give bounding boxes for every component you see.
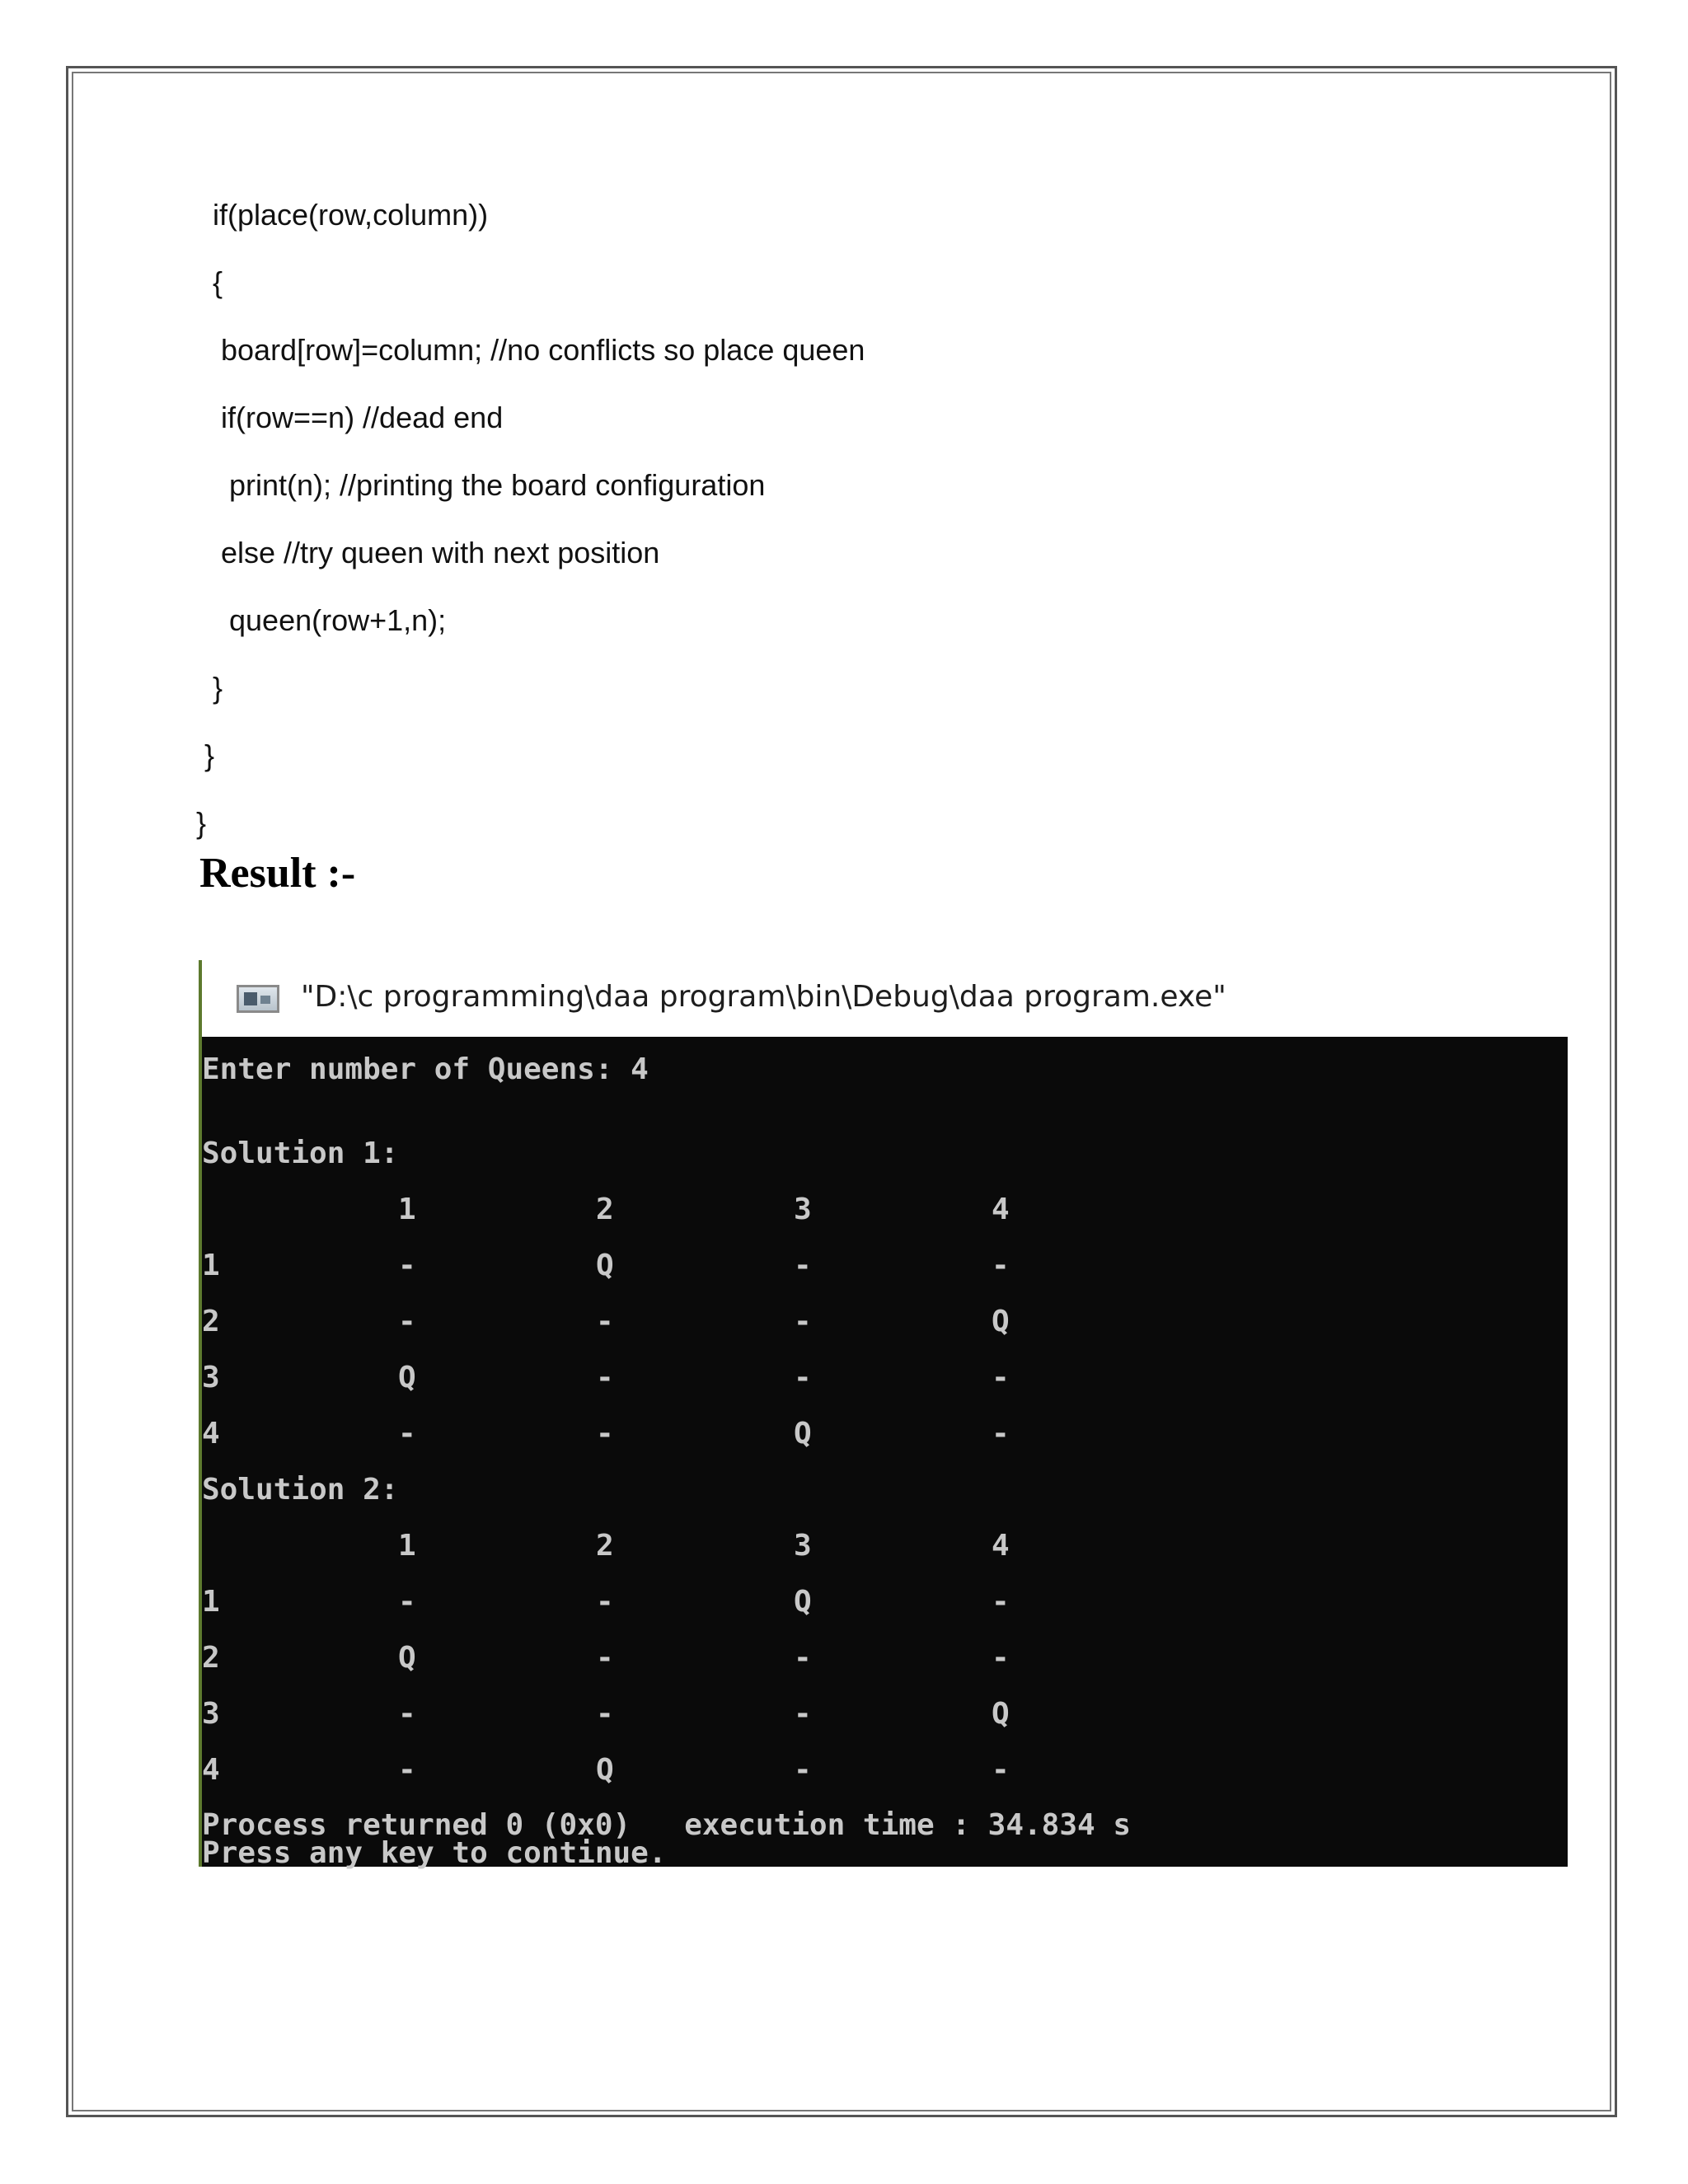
solution-label: Solution 2: <box>202 1473 399 1507</box>
board-cell: - <box>992 1249 1010 1282</box>
board-cell: - <box>794 1697 812 1731</box>
board-cell: Q <box>596 1753 614 1787</box>
board-cell: - <box>794 1753 812 1787</box>
board-cell: - <box>596 1641 614 1675</box>
console-output[interactable] <box>202 1037 1568 1870</box>
board-row-label: 2 <box>202 1305 220 1338</box>
board-column-header: 1 <box>398 1529 416 1563</box>
board-cell: - <box>992 1753 1010 1787</box>
board-cell: - <box>398 1585 416 1619</box>
console-window <box>199 960 1568 1870</box>
board-cell: Q <box>992 1697 1010 1731</box>
console-title: "D:\c programming\daa program\bin\Debug\daa program.exe" <box>301 980 1226 1014</box>
code-line: } <box>204 738 215 772</box>
board-column-header: 4 <box>992 1193 1010 1226</box>
board-cell: - <box>794 1641 812 1675</box>
press-any-key-line: Press any key to continue. <box>202 1836 667 1870</box>
board-cell: - <box>596 1361 614 1394</box>
code-line: board[row]=column; //no conflicts so place queen <box>221 333 865 367</box>
board-cell: - <box>398 1417 416 1451</box>
board-cell: Q <box>992 1305 1010 1338</box>
board-cell: - <box>992 1361 1010 1394</box>
board-cell: - <box>794 1361 812 1394</box>
console-titlebar[interactable] <box>202 960 1568 1037</box>
board-column-header: 4 <box>992 1529 1010 1563</box>
board-cell: Q <box>794 1417 812 1451</box>
code-line: if(place(row,column)) <box>213 198 489 232</box>
code-line: if(row==n) //dead end <box>221 401 504 434</box>
board-column-header: 3 <box>794 1193 812 1226</box>
code-line: print(n); //printing the board configuration <box>229 468 766 502</box>
prompt-line: Enter number of Queens: 4 <box>202 1052 649 1086</box>
code-line: else //try queen with next position <box>221 536 660 569</box>
board-cell: - <box>992 1417 1010 1451</box>
board-row-label: 1 <box>202 1249 220 1282</box>
board-column-header: 2 <box>596 1529 614 1563</box>
board-cell: - <box>794 1249 812 1282</box>
board-cell: - <box>596 1305 614 1338</box>
console-app-icon[interactable] <box>237 985 279 1013</box>
board-cell: - <box>596 1697 614 1731</box>
code-line: { <box>213 265 223 299</box>
board-cell: Q <box>398 1361 416 1394</box>
board-cell: - <box>398 1249 416 1282</box>
board-cell: Q <box>398 1641 416 1675</box>
board-cell: - <box>596 1585 614 1619</box>
result-heading: Result :- <box>199 850 356 897</box>
board-cell: - <box>398 1753 416 1787</box>
code-line: } <box>213 671 223 705</box>
board-row-label: 2 <box>202 1641 220 1675</box>
board-row-label: 4 <box>202 1417 220 1451</box>
board-row-label: 4 <box>202 1753 220 1787</box>
board-row-label: 1 <box>202 1585 220 1619</box>
code-line: queen(row+1,n); <box>229 603 447 637</box>
board-cell: Q <box>794 1585 812 1619</box>
board-cell: - <box>596 1417 614 1451</box>
board-cell: Q <box>596 1249 614 1282</box>
board-column-header: 1 <box>398 1193 416 1226</box>
code-line: } <box>196 806 207 840</box>
board-row-label: 3 <box>202 1361 220 1394</box>
board-cell: - <box>992 1641 1010 1675</box>
board-cell: - <box>992 1585 1010 1619</box>
board-row-label: 3 <box>202 1697 220 1731</box>
board-cell: - <box>398 1697 416 1731</box>
board-cell: - <box>398 1305 416 1338</box>
board-cell: - <box>794 1305 812 1338</box>
solution-label: Solution 1: <box>202 1137 399 1170</box>
board-column-header: 3 <box>794 1529 812 1563</box>
process-returned-line: Process returned 0 (0x0) execution time : 34.834 s <box>202 1808 1132 1842</box>
board-column-header: 2 <box>596 1193 614 1226</box>
